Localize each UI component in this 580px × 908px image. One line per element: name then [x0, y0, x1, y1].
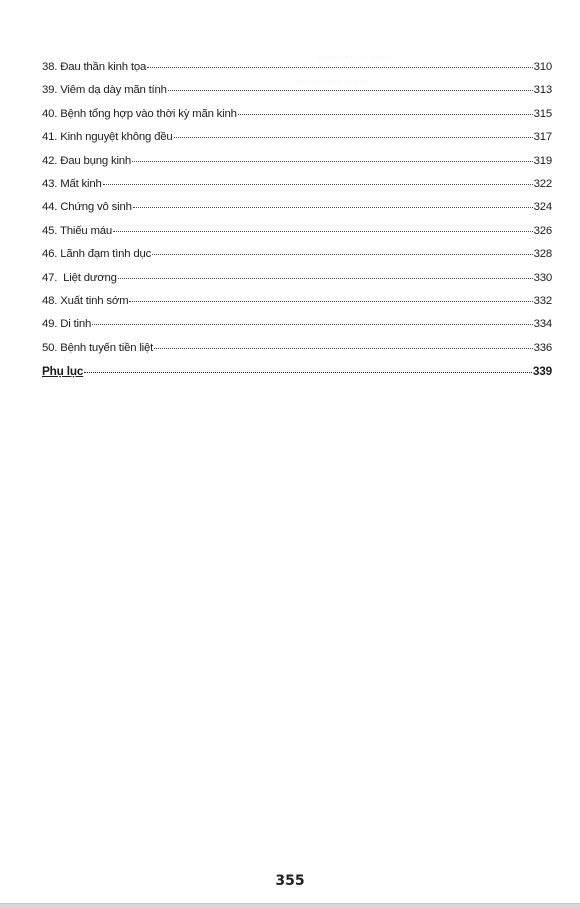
toc-entry-title: 38. Đau thần kinh tọa	[42, 61, 147, 73]
toc-entry[interactable]	[42, 317, 552, 340]
toc-entry[interactable]	[42, 83, 552, 106]
dot-leader	[84, 371, 532, 373]
toc-entry-title: 42. Đau bụng kinh	[42, 154, 132, 167]
page-number: 355	[275, 873, 305, 889]
toc-entry[interactable]	[42, 130, 552, 153]
dot-leader	[238, 113, 533, 115]
toc-entry-page: 313	[533, 84, 552, 97]
toc-entry[interactable]	[42, 177, 552, 200]
dot-leader	[132, 160, 533, 162]
toc-entry[interactable]	[42, 154, 552, 177]
dot-leader	[92, 323, 533, 325]
toc-entry-page: 339	[532, 364, 552, 379]
toc-entry-title: Phụ lục	[42, 364, 84, 379]
dot-leader	[154, 347, 533, 349]
bleed-through-text: ····· ···· ·····	[296, 76, 369, 88]
toc-entry[interactable]	[42, 271, 552, 294]
toc-entry-page: 324	[533, 201, 552, 214]
toc-entry-appendix[interactable]	[42, 364, 552, 387]
toc-entry-page: 315	[533, 107, 552, 120]
toc-entry-page: 310	[533, 61, 552, 73]
toc-entry-title: 39. Viêm dạ dày mãn tính	[42, 84, 167, 97]
toc-entry-page: 332	[533, 294, 552, 307]
toc-entry[interactable]	[42, 294, 552, 317]
toc-entry-page: 330	[533, 271, 552, 284]
toc-entry-title: 45. Thiếu máu	[42, 224, 113, 237]
toc-entry[interactable]	[42, 224, 552, 247]
toc-entry-title: 46. Lãnh đạm tình dục	[42, 248, 152, 261]
toc-entry[interactable]	[42, 341, 552, 364]
toc-entry[interactable]	[42, 247, 552, 270]
dot-leader	[113, 230, 533, 232]
dot-leader	[103, 183, 533, 185]
toc-entry-title: 50. Bệnh tuyến tiền liệt	[42, 341, 154, 354]
dot-leader	[147, 66, 533, 68]
toc-entry-title: 44. Chứng vô sinh	[42, 201, 132, 214]
toc-entry[interactable]	[42, 60, 552, 83]
dot-leader	[152, 253, 532, 255]
toc-entry-page: 317	[533, 131, 552, 144]
dot-leader	[174, 136, 533, 138]
toc-entry-page: 334	[533, 318, 552, 331]
toc-entry[interactable]	[42, 200, 552, 223]
toc-entry-title: 49. Di tinh	[42, 318, 92, 331]
bleed-through-text: ····· ··· · ····	[318, 52, 390, 64]
toc-entry-page: 319	[533, 154, 552, 167]
toc-entry[interactable]	[42, 107, 552, 130]
toc-entry-page: 328	[533, 248, 552, 261]
table-of-contents	[42, 60, 552, 387]
toc-entry-title: 40. Bệnh tổng hợp vào thời kỳ mãn kinh	[42, 107, 237, 120]
toc-entry-title: 48. Xuất tinh sớm	[42, 294, 129, 307]
toc-entry-title: 47. Liệt dương	[42, 271, 117, 284]
toc-entry-page: 322	[533, 177, 552, 190]
dot-leader	[129, 300, 532, 302]
dot-leader	[168, 89, 533, 91]
page-bottom-edge	[0, 903, 580, 908]
toc-entry-page: 336	[533, 341, 552, 354]
toc-entry-title: 43. Mất kinh	[42, 177, 102, 190]
toc-entry-page: 326	[533, 224, 552, 237]
dot-leader	[133, 206, 533, 208]
dot-leader	[118, 277, 533, 279]
toc-entry-title: 41. Kinh nguyệt không đều	[42, 131, 173, 144]
